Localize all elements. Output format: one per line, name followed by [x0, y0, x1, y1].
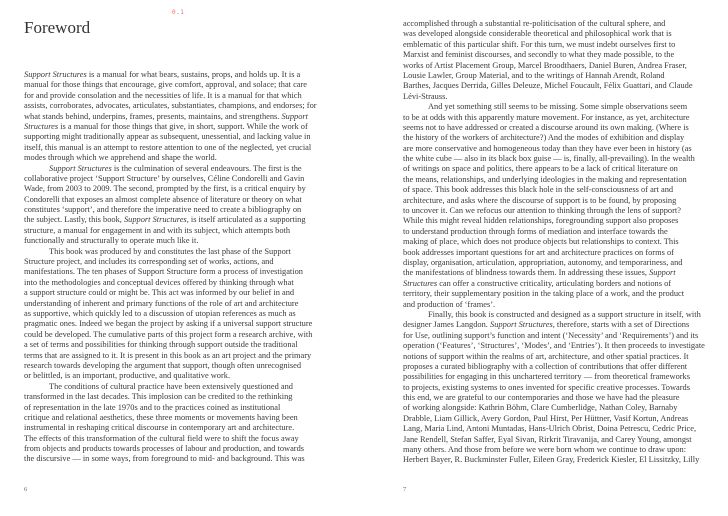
- text-line: transformed in the last decades. This implosion can be credited to the rethinking: [24, 392, 293, 402]
- text-line: Condorelli that exposes an almost complete absence of literature or theory on what: [24, 194, 302, 204]
- text-line: Herbert Bayer, R. Buckminster Fuller, Eileen Gray, Frederick Kiesler, El Lissitzky, Lilly: [403, 455, 700, 465]
- text-line: manifestations. The ten phases of Support Structure form a process of investigation: [24, 267, 303, 277]
- text-line: emblematic of this particular shift. For this turn, we must indebt ourselves first to: [403, 39, 676, 49]
- page-number-left: 6: [24, 486, 28, 493]
- text-line: of writings on space and politics, there appears to be a lack of critical literature on: [403, 164, 678, 174]
- text-line: constitutes ‘support’, and therefore the imperative need to create a bibliography on: [24, 205, 302, 215]
- text-line: display, organisation, articulation, appropriation, autonomy, and temporariness, and: [403, 257, 683, 267]
- text-line: designer James Langdon. Support Structures, therefore, starts with a set of Directions: [403, 320, 690, 330]
- text-line: Finally, this book is constructed and designed as a support structure in itself, with: [428, 309, 701, 319]
- text-line: Marxist and feminist discourses, and secondly to what they made possible, to the: [403, 50, 675, 60]
- text-line: of working alongside: Kathrin Böhm, Clare Cumberlidge, Nathan Coley, Barnaby: [403, 403, 678, 413]
- text-line: terms that are assigned to it. It is present in this book as an art project and the primary: [24, 350, 312, 360]
- text-line: for and provide consolation and the necessities of life. It is a manual for that which: [24, 90, 302, 100]
- page-number-right: 7: [403, 486, 407, 493]
- text-line: The effects of this transformation of the cultural field were to shift the focus away: [24, 433, 299, 443]
- text-line: as supportive, which quickly led to a discussion of utopian references as much as: [24, 308, 296, 318]
- text-line: While this might reveal hidden relationships, foregrounding support also proposes: [403, 216, 679, 226]
- text-line: a support structure could or might be. This act was informed by our belief in and: [24, 288, 295, 298]
- text-line: Jane Rendell, Stefan Saffer, Eyal Sivan, Rirkrit Tiravanija, and Carey Young, amongst: [403, 434, 692, 444]
- text-line: And yet something still seems to be missing. Some simple observations seem: [428, 102, 688, 112]
- text-line: This book was produced by and constitutes the last phase of the Support: [49, 246, 291, 256]
- text-line: accomplished through a substantial re-politicisation of the cultural sphere, and: [403, 19, 666, 28]
- text-line: Lousie Lawler, Group Material, and to the writings of Hannah Arendt, Roland: [403, 70, 665, 80]
- text-line: was developed alongside considerable theoretical and philosophical work that is: [403, 29, 672, 39]
- text-line: collaborative project ‘Support Structure’ by ourselves, Céline Condorelli and Gavin: [24, 173, 305, 183]
- text-line: Lang, Maria Lind, Antoni Muntadas, Hans-Ulrich Obrist, Doina Petrescu, Cedric Price,: [403, 424, 697, 434]
- text-line: manual for those things that encourage, give comfort, approval, and solace; that care: [24, 80, 308, 90]
- text-line: Structures is a manual for those things that give, in short, support. While the work of: [24, 121, 308, 131]
- left-body-text: [24, 70, 344, 465]
- right-body-text: [403, 19, 708, 466]
- page-title: Foreword: [24, 18, 91, 37]
- text-line: Structures can offer a constructive criticality, articulating borders and notions of: [403, 278, 672, 288]
- text-line: what stands behind, underpins, frames, presents, maintains, and strengthens. Support: [24, 111, 309, 121]
- text-line: for Use, outlining support’s function and intent (‘Necessity’ and ‘Requirements’) and its: [403, 330, 699, 340]
- text-line: Lévi-Strauss.: [403, 91, 448, 101]
- text-line: notions of support within the realms of art, architecture, and other spatial practices. It: [403, 351, 689, 361]
- text-line: the white cube — also in its black box guise — is, finally, all-prevailing). In the wealth: [403, 154, 695, 164]
- text-line: itself, this manual is an attempt to restore attention to one of the neglected, yet crucial: [24, 142, 312, 152]
- text-line: Barthes, Jacques Derrida, Gilles Deleuze, Michel Foucault, Félix Guattari, and Claude: [403, 81, 693, 91]
- text-line: this end, we are grateful to our contemporaries and those we have had the pleasure: [403, 393, 680, 403]
- text-line: assists, corroborates, advocates, articulates, substantiates, champions, and endorses; for: [24, 101, 317, 111]
- text-line: to be at odds with this apparently mature movement. For instance, as yet, architecture: [403, 112, 690, 122]
- text-line: operation (‘Features’, ‘Structures’, ‘Modes’, and ‘Entries’). It then proceeds to investigate: [403, 341, 705, 351]
- text-line: making of place, which does not produce objects but relationships to context. This: [403, 237, 679, 247]
- text-line: into the methodologies and conceptual devices offered by thinking through what: [24, 277, 294, 287]
- text-line: Drabble, Liam Gillick, Avery Gordon, Paul Hirst, Per Hüttner, Vasif Kortun, Andreas: [403, 413, 689, 423]
- text-line: of space. This book addresses this black hole in the self-consciousness of art and: [403, 185, 674, 195]
- text-line: Structure project, and includes its corresponding set of works, actions, and: [24, 257, 274, 267]
- text-line: possibilities for engaging in this unchartered territory — from theoretical frameworks: [403, 372, 690, 382]
- text-line: functionally and structurally to operate much like it.: [24, 236, 199, 246]
- text-line: Support Structures is the culmination of several endeavours. The first is the: [49, 163, 302, 173]
- text-line: pragmatic ones. Indeed we began the project by asking if a universal support structure: [24, 319, 313, 329]
- text-line: to uncover it. Can we refocus our attention to thinking through the lens of support?: [403, 206, 681, 216]
- text-line: to projects, existing systems to ones invented for specific creative processes. Towards: [403, 382, 690, 392]
- text-line: instrumental in reshaping critical discourse in contemporary art and architecture.: [24, 423, 295, 433]
- text-line: book addresses important questions for art and architecture practices on forms of: [403, 247, 674, 257]
- text-line: modes through which we apprehend and shape the world.: [24, 153, 217, 163]
- text-line: the means, relationships, and underlying ideologies in the making and representation: [403, 174, 687, 184]
- text-line: seems not to have addressed or created a discourse around its own making. (Where is: [403, 122, 689, 132]
- text-line: proposes a curated bibliography with a collection of contributions that offer different: [403, 361, 688, 371]
- text-line: from objects and products towards processes of labour and production, and towards: [24, 444, 305, 454]
- text-line: The conditions of cultural practice have been extensively questioned and: [49, 381, 293, 391]
- text-line: the manifestations of blindness towards them. In addressing these issues, Support: [403, 268, 676, 278]
- text-line: architecture, and asks where the discourse of support is to be found, by proposing: [403, 195, 677, 205]
- text-line: many others. And those from before we were born whom we continue to draw upon:: [403, 445, 687, 455]
- text-line: works of Artist Placement Group, Marcel Broodthaers, Daniel Buren, Andrea Fraser,: [403, 60, 687, 70]
- section-marker: 0.1: [172, 9, 185, 16]
- text-line: are more conservative and homogeneous today than they have ever been in history (as: [403, 143, 692, 153]
- text-line: the discursive — in some ways, from foreground to mid- and background. This was: [24, 454, 305, 464]
- text-line: territory, their supplementary position in the taking place of a work, and the product: [403, 289, 685, 299]
- text-line: a set of terms and possibilities for thinking through support outside the traditional: [24, 340, 298, 350]
- text-line: understanding of inherent and primary functions of the role of art and architecture: [24, 298, 299, 308]
- text-line: Support Structures is a manual for what bears, sustains, props, and holds up. It is a: [24, 70, 301, 79]
- text-line: or belittled, is an important, productive, and qualitative work.: [24, 371, 231, 381]
- text-line: the subject. Lastly, this book, Support Structures, is itself articulated as a supporting: [24, 215, 306, 225]
- text-line: structure, a manual for engagement in and with its subject, which attempts both: [24, 225, 291, 235]
- text-line: supporting might traditionally appear as subsequent, unessential, and lacking value in: [24, 132, 311, 142]
- text-line: of representation in the late 1970s and to the practices coined as institutional: [24, 402, 281, 412]
- text-line: the history of the workers of architecture?) And the modes of exhibition and display: [403, 133, 685, 143]
- text-line: and production of ‘frames’.: [403, 299, 496, 309]
- text-line: could be developed. The cumulative parts of this project form a research archive, with: [24, 329, 313, 339]
- text-line: to understand production through forms of mediation and interface towards the: [403, 226, 668, 236]
- text-line: Wade, from 2003 to 2009. The second, prompted by the first, is a critical enquiry by: [24, 184, 306, 194]
- text-line: critique and relational aesthetics, these three moments or movements having been: [24, 412, 298, 422]
- text-line: research towards developing the argument that support, though often unrecognised: [24, 360, 302, 370]
- right-page: [364, 0, 728, 516]
